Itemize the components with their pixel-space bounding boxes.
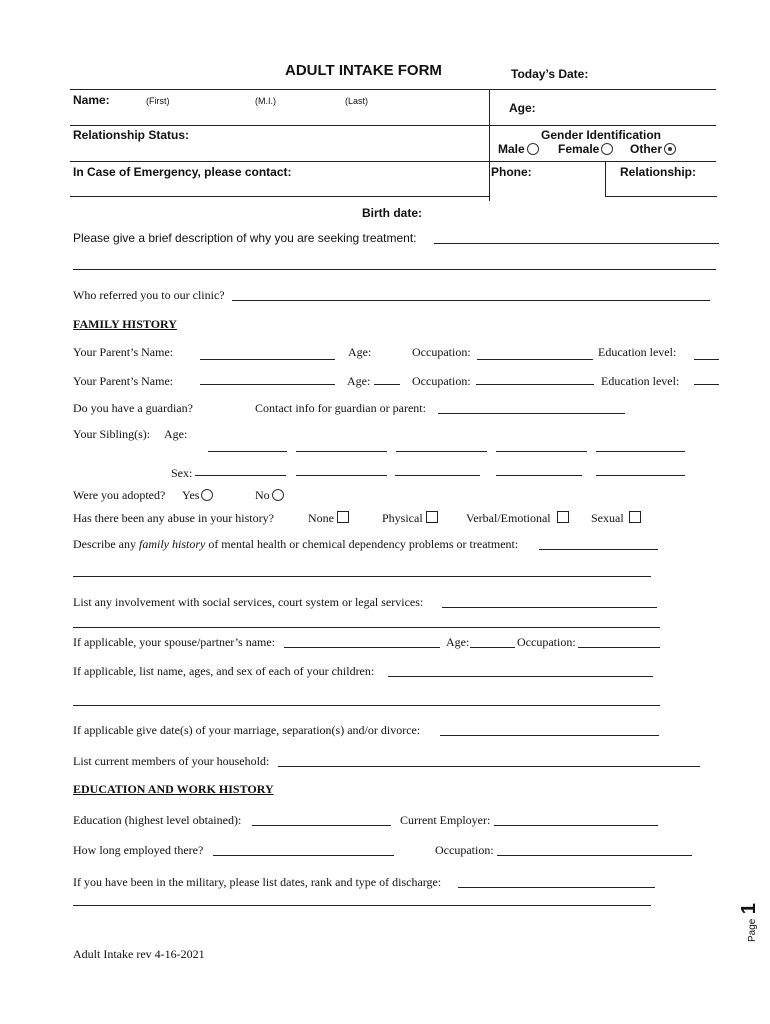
employed-duration-line[interactable] <box>213 855 394 856</box>
military-line-2[interactable] <box>73 905 651 906</box>
divider <box>70 125 716 126</box>
parent-occupation-label: Occupation: <box>412 374 471 388</box>
abuse-sexual-checkbox[interactable] <box>629 511 641 523</box>
parent-name-line[interactable] <box>200 384 335 385</box>
parent-education-label: Education level: <box>601 374 680 388</box>
emergency-contact-label: In Case of Emergency, please contact: <box>73 165 292 179</box>
sibling-sex-line[interactable] <box>596 475 685 476</box>
gender-option-female[interactable] <box>558 142 613 156</box>
female-radio[interactable] <box>601 143 613 155</box>
adopted-question: Were you adopted? <box>73 488 166 502</box>
spouse-age-label: Age: <box>446 635 470 649</box>
abuse-physical-option[interactable] <box>382 511 438 526</box>
employed-duration-label: How long employed there? <box>73 843 204 857</box>
revision-label: Adult Intake rev 4-16-2021 <box>73 947 205 961</box>
sibling-sex-line[interactable] <box>195 475 286 476</box>
abuse-question: Has there been any abuse in your history? <box>73 511 274 525</box>
marriage-dates-line[interactable] <box>440 735 659 736</box>
parent-occupation-line[interactable] <box>476 384 594 385</box>
gender-label: Gender Identification <box>541 128 662 142</box>
gender-male-label: Male <box>498 142 525 156</box>
household-line[interactable] <box>278 766 700 767</box>
sibling-age-line[interactable] <box>208 451 287 452</box>
no-label: No <box>255 488 270 502</box>
children-label: If applicable, list name, ages, and sex of each of your children: <box>73 664 375 678</box>
siblings-label: Your Sibling(s): <box>73 427 151 441</box>
divider <box>70 89 716 90</box>
age-label: Age: <box>509 101 536 115</box>
male-radio[interactable] <box>527 143 539 155</box>
family-history-describe <box>73 537 518 552</box>
employer-line[interactable] <box>494 825 658 826</box>
other-radio[interactable] <box>664 143 676 155</box>
occupation-line[interactable] <box>497 855 692 856</box>
parent-education-line[interactable] <box>694 359 719 360</box>
spouse-occupation-label: Occupation: <box>517 635 576 649</box>
abuse-verbal-checkbox[interactable] <box>557 511 569 523</box>
describe-prefix: Describe any <box>73 537 139 551</box>
abuse-sexual-label: Sexual <box>591 511 624 525</box>
sibling-age-line[interactable] <box>496 451 587 452</box>
education-line[interactable] <box>252 825 391 826</box>
relationship-line[interactable] <box>605 196 717 197</box>
adopted-no-option[interactable] <box>255 488 284 503</box>
mi-label: (M.I.) <box>255 96 276 106</box>
parent-name-label: Your Parent’s Name: <box>73 345 174 359</box>
sibling-sex-line[interactable] <box>395 475 480 476</box>
page-word: Page <box>747 918 758 942</box>
parent-name-label: Your Parent’s Name: <box>73 374 174 388</box>
military-line[interactable] <box>458 887 655 888</box>
marriage-dates-label: If applicable give date(s) of your marriage, separation(s) and/or divorce: <box>73 723 421 737</box>
relationship-status-label: Relationship Status: <box>73 128 190 142</box>
parent-occupation-line[interactable] <box>477 359 593 360</box>
describe-italic: family history <box>138 537 206 551</box>
gender-option-male[interactable] <box>498 142 539 156</box>
occupation-label: Occupation: <box>435 843 494 857</box>
spouse-name-label: If applicable, your spouse/partner’s name: <box>73 635 276 649</box>
describe-suffix: of mental health or chemical dependency problems or treatment: <box>205 537 519 551</box>
abuse-verbal-option[interactable] <box>466 511 569 526</box>
parent-age-label: Age: <box>348 345 372 359</box>
parent-age-label: Age: <box>347 374 371 388</box>
guardian-contact-label: Contact info for guardian or parent: <box>255 401 426 415</box>
divider <box>605 161 606 197</box>
abuse-none-label: None <box>308 511 334 525</box>
gender-female-label: Female <box>558 142 600 156</box>
sibling-sex-line[interactable] <box>296 475 387 476</box>
first-name-label: (First) <box>146 96 170 106</box>
referred-label: Who referred you to our clinic? <box>73 288 225 302</box>
military-label: If you have been in the military, please list dates, rank and type of discharge: <box>73 875 442 889</box>
phone-label: Phone: <box>491 165 532 179</box>
children-line[interactable] <box>388 676 653 677</box>
education-work-heading: EDUCATION AND WORK HISTORY <box>73 782 274 796</box>
family-history-line-2[interactable] <box>73 576 651 577</box>
referred-line[interactable] <box>232 300 710 301</box>
family-history-line[interactable] <box>539 549 658 550</box>
adopted-no-radio[interactable] <box>272 489 284 501</box>
seeking-treatment-line[interactable] <box>434 243 719 244</box>
spouse-occupation-line[interactable] <box>578 647 660 648</box>
parent-education-line[interactable] <box>694 384 719 385</box>
abuse-sexual-option[interactable] <box>591 511 641 526</box>
name-label: Name: <box>73 93 110 107</box>
todays-date-label: Today’s Date: <box>511 67 589 81</box>
children-line-2[interactable] <box>73 705 660 706</box>
birth-date-label: Birth date: <box>362 206 422 220</box>
abuse-none-option[interactable] <box>308 511 349 526</box>
divider <box>489 161 490 201</box>
emergency-contact-line[interactable] <box>70 196 490 197</box>
sex-label: Sex: <box>171 466 193 480</box>
page-number <box>738 903 761 942</box>
relationship-label: Relationship: <box>620 165 697 179</box>
abuse-physical-checkbox[interactable] <box>426 511 438 523</box>
yes-label: Yes <box>182 488 200 502</box>
divider <box>489 89 490 125</box>
sibling-age-line[interactable] <box>396 451 487 452</box>
divider <box>70 161 716 162</box>
form-title: ADULT INTAKE FORM <box>285 62 442 79</box>
household-label: List current members of your household: <box>73 754 270 768</box>
spouse-name-line[interactable] <box>284 647 440 648</box>
guardian-question: Do you have a guardian? <box>73 401 193 415</box>
parent-name-line[interactable] <box>200 359 335 360</box>
social-services-label: List any involvement with social services, court system or legal services: <box>73 595 424 609</box>
abuse-none-checkbox[interactable] <box>337 511 349 523</box>
abuse-verbal-label: Verbal/Emotional <box>466 511 551 525</box>
adopted-yes-radio[interactable] <box>201 489 213 501</box>
seeking-treatment-line-2[interactable] <box>73 269 716 270</box>
page-number-value: 1 <box>738 903 760 915</box>
employer-label: Current Employer: <box>400 813 491 827</box>
spouse-age-line[interactable] <box>470 647 515 648</box>
guardian-contact-line[interactable] <box>438 413 625 414</box>
parent-age-line[interactable] <box>374 384 400 385</box>
seeking-treatment-label: Please give a brief description of why you are seeking treatment: <box>73 231 417 245</box>
abuse-physical-label: Physical <box>382 511 423 525</box>
parent-occupation-label: Occupation: <box>412 345 471 359</box>
adopted-yes-option[interactable] <box>182 488 213 503</box>
gender-option-other[interactable] <box>630 142 676 156</box>
social-services-line[interactable] <box>442 607 657 608</box>
last-name-label: (Last) <box>345 96 369 106</box>
siblings-age-label: Age: <box>164 427 188 441</box>
sibling-sex-line[interactable] <box>496 475 582 476</box>
social-services-line-2[interactable] <box>73 627 660 628</box>
gender-other-label: Other <box>630 142 663 156</box>
sibling-age-line[interactable] <box>296 451 387 452</box>
family-history-heading: FAMILY HISTORY <box>73 317 177 331</box>
parent-education-label: Education level: <box>598 345 677 359</box>
sibling-age-line[interactable] <box>596 451 685 452</box>
education-label: Education (highest level obtained): <box>73 813 242 827</box>
divider <box>489 125 490 161</box>
